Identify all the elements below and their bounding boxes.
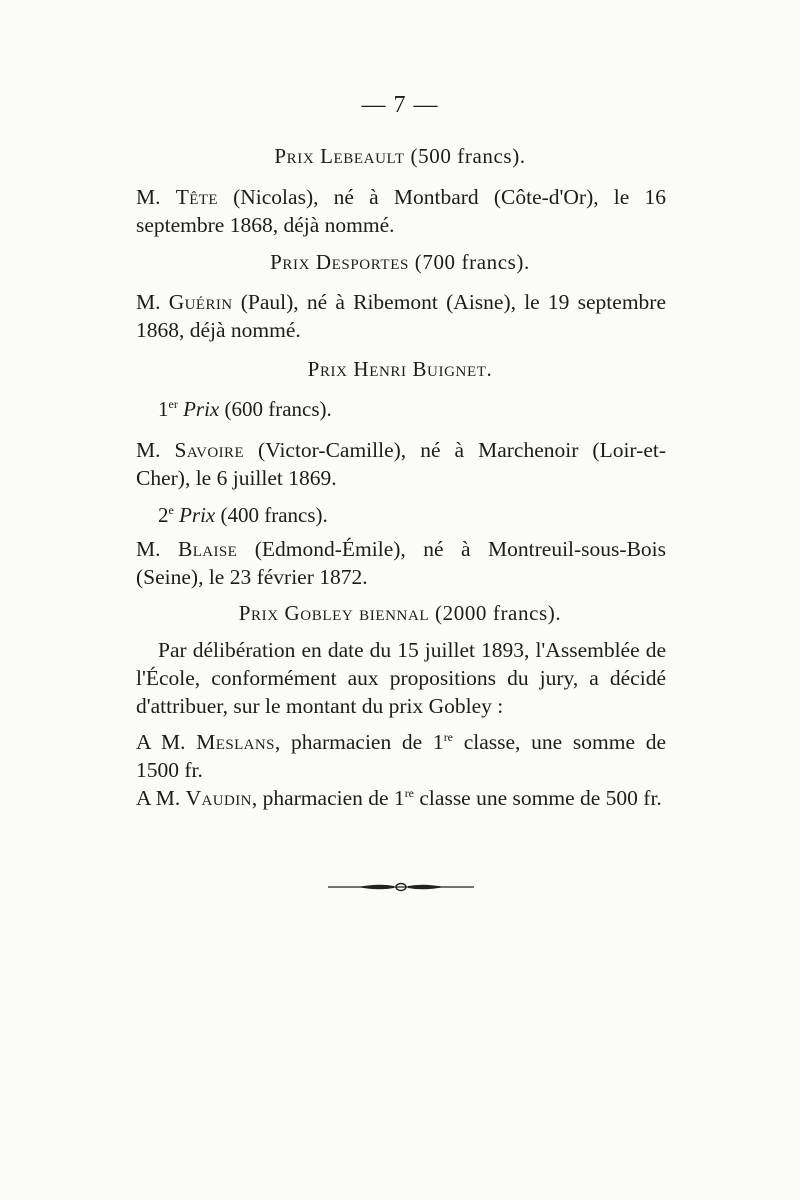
page-number: — 7 —: [361, 92, 439, 118]
heading-prix-lebeault: [0, 144, 800, 169]
laureate-details: (Nicolas), né à Montbard (Côte-d'Or), le 16 septembre 1868, déjà nommé.: [136, 185, 666, 237]
laureate-details: (Paul), né à Ribemont (Aisne), le 19 septembre 1868, déjà nommé.: [136, 290, 667, 342]
heading-amount: (2000 francs).: [435, 601, 562, 625]
award-name: Vaudin: [185, 786, 252, 810]
prize-ordinal: 1: [158, 397, 169, 421]
laureate-name: Savoire: [174, 438, 245, 462]
laureate-name: Tête: [175, 185, 218, 209]
laureate-tete: [136, 183, 666, 239]
award-sup: re: [404, 785, 415, 800]
prize-label: Prix: [179, 503, 216, 527]
heading-prix-gobley: [0, 601, 800, 626]
laureate-details: (Victor-Camille), né à Marchenoir (Loir-et-Cher), le 6 juillet 1869.: [136, 438, 666, 490]
award-name: Meslans: [196, 730, 275, 754]
award-prefix: A M.: [136, 786, 181, 810]
award-text-end: classe une somme de 500 fr.: [414, 786, 662, 810]
laureate-blaise: [136, 535, 666, 591]
laureate-prefix: M.: [136, 438, 161, 462]
prize-label: Prix: [183, 397, 220, 421]
award-meslans: [136, 728, 666, 784]
laureate-details: (Edmond-Émile), né à Montreuil-sous-Bois (Seine), le 23 février 1872.: [136, 537, 667, 589]
award-prefix: A M.: [136, 730, 186, 754]
laureate-guerin: [136, 288, 666, 344]
heading-amount: (500 francs).: [410, 144, 526, 168]
laureate-prefix: M.: [136, 537, 161, 561]
award-sup: re: [443, 729, 454, 744]
laureate-prefix: M.: [136, 185, 161, 209]
deliberation-paragraph: Par délibération en date du 15 juillet 1893, l'Assemblée de l'École, conformément aux propositions du jury, a décidé d'attribuer, sur le montant du prix Gobley :: [136, 638, 666, 718]
first-prize-label: [158, 397, 332, 422]
heading-amount: (700 francs).: [414, 250, 530, 274]
award-vaudin: [136, 784, 666, 812]
heading-title: Prix Lebeault: [274, 144, 405, 168]
fleuron-rule-icon: [328, 877, 474, 897]
award-text: , pharmacien de 1: [274, 730, 444, 754]
heading-title: Prix Gobley biennal: [238, 601, 430, 625]
heading-title: Prix Desportes: [270, 250, 409, 274]
prize-ordinal: 2: [158, 503, 169, 527]
prize-amount: (400 francs).: [220, 503, 328, 527]
award-text-end: classe, une somme de 1500 fr.: [136, 730, 667, 782]
laureate-name: Guérin: [168, 290, 233, 314]
award-text: , pharmacien de 1: [251, 786, 405, 810]
heading-prix-desportes: [0, 250, 800, 275]
prize-amount: (600 francs).: [224, 397, 332, 421]
heading-prix-henri-buignet: [0, 357, 800, 382]
prize-ordinal-suffix: e: [168, 503, 174, 517]
laureate-name: Blaise: [177, 537, 238, 561]
laureate-savoire: [136, 436, 666, 492]
heading-title: Prix Henri Buignet.: [307, 357, 493, 381]
laureate-prefix: M.: [136, 290, 161, 314]
prize-ordinal-suffix: er: [168, 397, 178, 411]
second-prize-label: [158, 503, 328, 528]
